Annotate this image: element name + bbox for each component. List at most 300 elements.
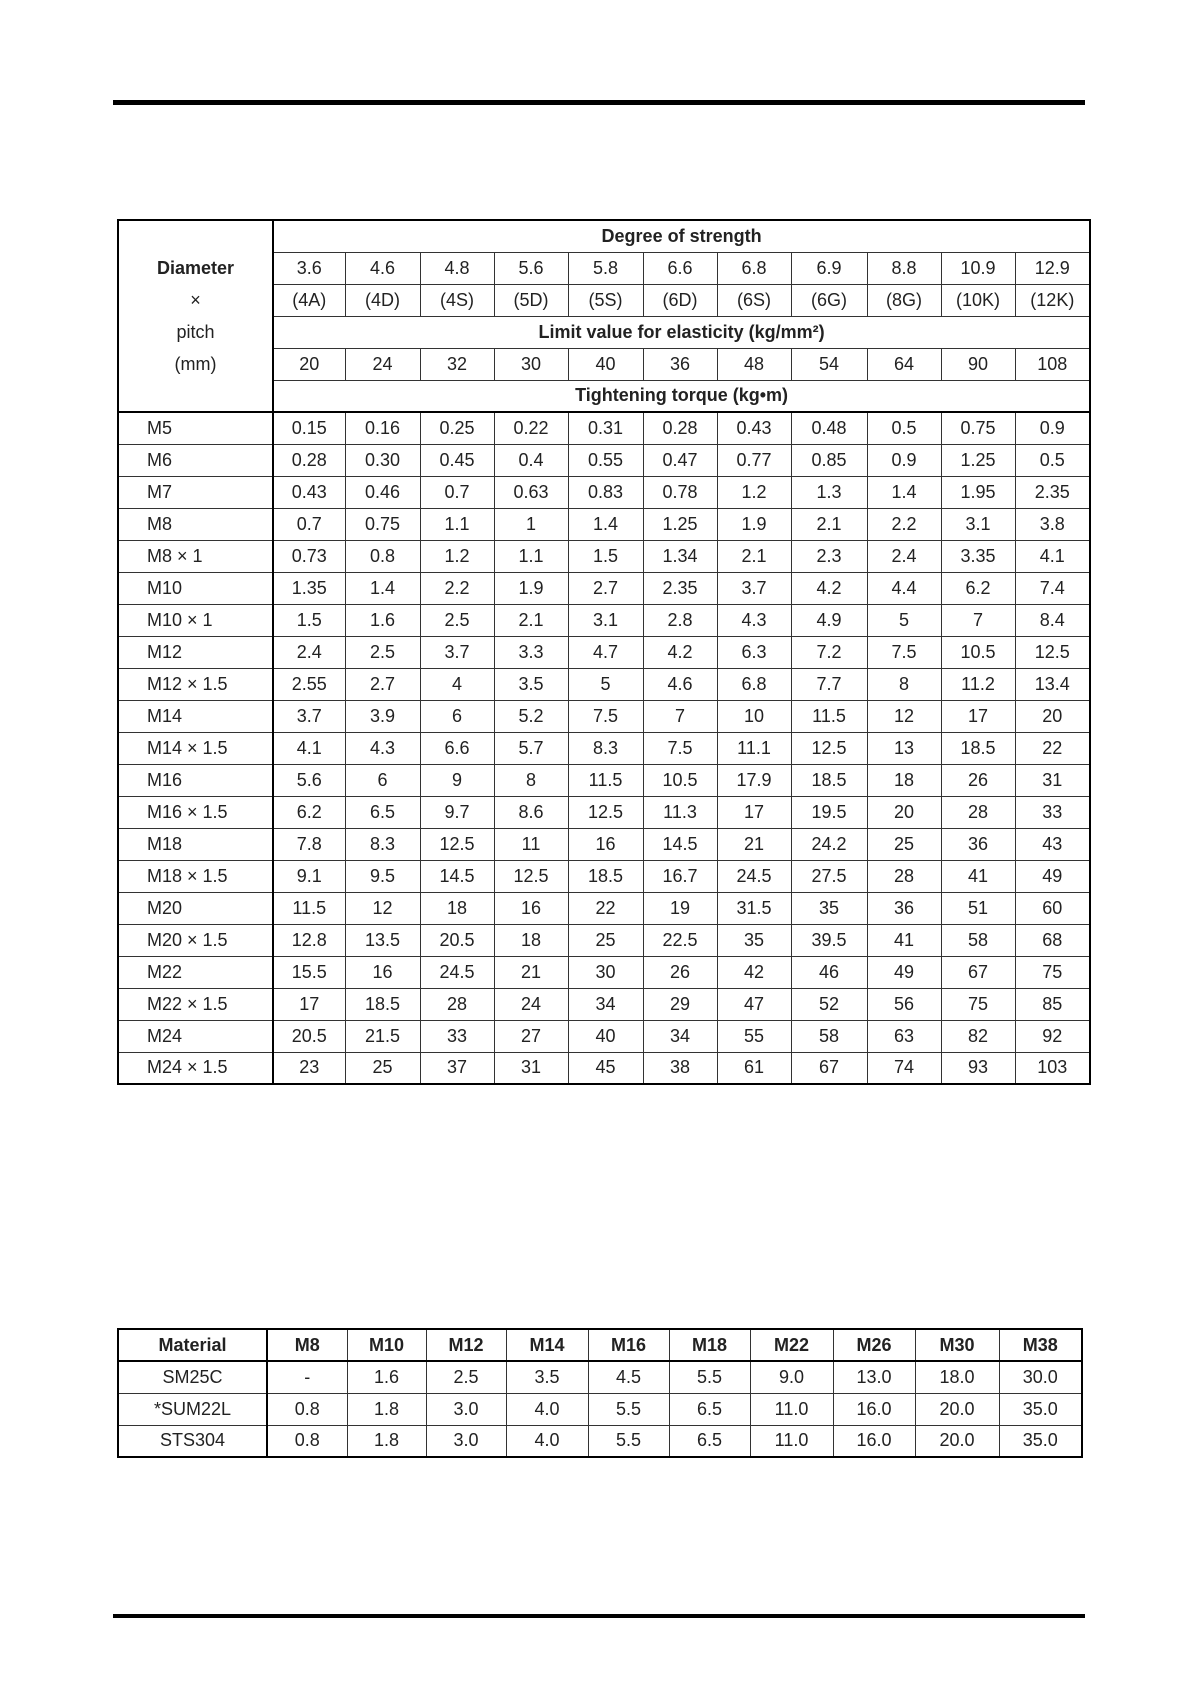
torque-cell: 1.34 <box>643 540 717 572</box>
torque-cell: 36 <box>941 828 1015 860</box>
table-row <box>118 572 1090 604</box>
torque-cell: 1.4 <box>568 508 643 540</box>
torque-cell: 15.5 <box>273 956 345 988</box>
diameter-cell: M5 <box>118 412 273 444</box>
torque-cell: 3.8 <box>1015 508 1090 540</box>
table-row <box>118 764 1090 796</box>
torque-cell: 31 <box>494 1052 568 1084</box>
torque-cell: 93 <box>941 1052 1015 1084</box>
torque-cell: 0.45 <box>420 444 494 476</box>
torque-cell: 11.0 <box>750 1425 833 1457</box>
torque-cell: 0.25 <box>420 412 494 444</box>
torque-cell: 0.4 <box>494 444 568 476</box>
torque-cell: 37 <box>420 1052 494 1084</box>
torque-cell: 1.8 <box>347 1393 426 1425</box>
torque-cell: 1.5 <box>273 604 345 636</box>
torque-cell: 0.8 <box>267 1393 347 1425</box>
table-row <box>118 732 1090 764</box>
limit-value-cell: 54 <box>791 348 867 380</box>
diameter-cell: M20 × 1.5 <box>118 924 273 956</box>
torque-cell: 0.9 <box>867 444 941 476</box>
torque-cell: 34 <box>568 988 643 1020</box>
torque-cell: 0.30 <box>345 444 420 476</box>
table-row <box>118 412 1090 444</box>
limit-value-cell: 90 <box>941 348 1015 380</box>
table-row <box>118 700 1090 732</box>
torque-cell: 3.7 <box>273 700 345 732</box>
torque-cell: 12.5 <box>1015 636 1090 668</box>
grade-cell: 4.8 <box>420 252 494 284</box>
torque-cell: 7.7 <box>791 668 867 700</box>
diameter-cell: M14 <box>118 700 273 732</box>
torque-cell: 3.5 <box>506 1361 588 1393</box>
torque-cell: 6.3 <box>717 636 791 668</box>
torque-cell: 3.1 <box>941 508 1015 540</box>
torque-cell: 12.8 <box>273 924 345 956</box>
torque-cell: 4.3 <box>345 732 420 764</box>
torque-cell: 1.5 <box>568 540 643 572</box>
torque-cell: 0.8 <box>267 1425 347 1457</box>
material-cell: SM25C <box>118 1361 267 1393</box>
limit-value-cell: 48 <box>717 348 791 380</box>
torque-cell: - <box>267 1361 347 1393</box>
torque-cell: 16 <box>494 892 568 924</box>
torque-cell: 31 <box>1015 764 1090 796</box>
diameter-cell: M24 <box>118 1020 273 1052</box>
grade-code-cell: (4D) <box>345 284 420 316</box>
torque-cell: 7 <box>643 700 717 732</box>
torque-cell: 2.4 <box>867 540 941 572</box>
torque-cell: 11.5 <box>273 892 345 924</box>
diameter-cell: M20 <box>118 892 273 924</box>
torque-cell: 3.9 <box>345 700 420 732</box>
torque-cell: 3.35 <box>941 540 1015 572</box>
torque-cell: 1.95 <box>941 476 1015 508</box>
material-header-row <box>118 1329 1082 1361</box>
torque-cell: 2.3 <box>791 540 867 572</box>
torque-cell: 0.47 <box>643 444 717 476</box>
table-row <box>118 1361 1082 1393</box>
torque-cell: 47 <box>717 988 791 1020</box>
torque-cell: 17.9 <box>717 764 791 796</box>
torque-cell: 1.6 <box>347 1361 426 1393</box>
torque-cell: 24.5 <box>420 956 494 988</box>
torque-cell: 16 <box>345 956 420 988</box>
torque-cell: 55 <box>717 1020 791 1052</box>
torque-cell: 30.0 <box>999 1361 1082 1393</box>
diameter-cell: M10 <box>118 572 273 604</box>
torque-cell: 25 <box>867 828 941 860</box>
grade-cell: 5.6 <box>494 252 568 284</box>
torque-cell: 4.1 <box>273 732 345 764</box>
torque-cell: 5 <box>867 604 941 636</box>
torque-cell: 11.5 <box>791 700 867 732</box>
torque-cell: 2.35 <box>643 572 717 604</box>
torque-cell: 0.77 <box>717 444 791 476</box>
torque-cell: 0.8 <box>345 540 420 572</box>
torque-cell: 1.9 <box>494 572 568 604</box>
torque-cell: 25 <box>568 924 643 956</box>
column-header: M10 <box>347 1329 426 1361</box>
torque-cell: 2.35 <box>1015 476 1090 508</box>
column-header: M18 <box>669 1329 750 1361</box>
torque-cell: 5.5 <box>588 1393 669 1425</box>
pitch-label: pitch <box>176 322 215 342</box>
diameter-cell: M8 × 1 <box>118 540 273 572</box>
torque-cell: 0.48 <box>791 412 867 444</box>
torque-cell: 0.75 <box>941 412 1015 444</box>
torque-cell: 1.35 <box>273 572 345 604</box>
torque-cell: 68 <box>1015 924 1090 956</box>
torque-cell: 24.2 <box>791 828 867 860</box>
torque-cell: 18.5 <box>941 732 1015 764</box>
torque-cell: 6.6 <box>420 732 494 764</box>
torque-cell: 8.6 <box>494 796 568 828</box>
torque-cell: 2.2 <box>420 572 494 604</box>
torque-cell: 0.5 <box>1015 444 1090 476</box>
torque-cell: 4.7 <box>568 636 643 668</box>
table-row <box>118 636 1090 668</box>
torque-cell: 12.5 <box>791 732 867 764</box>
grade-code-cell: (6D) <box>643 284 717 316</box>
grade-cell: 8.8 <box>867 252 941 284</box>
diameter-cell: M6 <box>118 444 273 476</box>
material-torque-table <box>117 1328 1083 1458</box>
torque-cell: 1.4 <box>345 572 420 604</box>
torque-cell: 13 <box>867 732 941 764</box>
torque-cell: 18 <box>867 764 941 796</box>
table-row <box>118 668 1090 700</box>
torque-cell: 18.5 <box>568 860 643 892</box>
torque-cell: 5.5 <box>669 1361 750 1393</box>
times-symbol: × <box>190 290 201 310</box>
torque-cell: 0.73 <box>273 540 345 572</box>
torque-cell: 5 <box>568 668 643 700</box>
torque-body <box>118 412 1090 1084</box>
table-row <box>118 1425 1082 1457</box>
torque-cell: 6.5 <box>669 1393 750 1425</box>
grade-code-cell: (6S) <box>717 284 791 316</box>
diameter-cell: M16 × 1.5 <box>118 796 273 828</box>
torque-cell: 24 <box>494 988 568 1020</box>
torque-cell: 19.5 <box>791 796 867 828</box>
torque-cell: 33 <box>420 1020 494 1052</box>
table-row <box>118 860 1090 892</box>
torque-cell: 49 <box>1015 860 1090 892</box>
grade-code-cell: (5S) <box>568 284 643 316</box>
torque-cell: 49 <box>867 956 941 988</box>
torque-cell: 9.5 <box>345 860 420 892</box>
torque-cell: 0.28 <box>643 412 717 444</box>
torque-cell: 1.25 <box>941 444 1015 476</box>
grade-cell: 3.6 <box>273 252 345 284</box>
torque-cell: 17 <box>941 700 1015 732</box>
torque-cell: 8.3 <box>345 828 420 860</box>
torque-cell: 46 <box>791 956 867 988</box>
torque-cell: 20.5 <box>273 1020 345 1052</box>
torque-cell: 4.3 <box>717 604 791 636</box>
torque-cell: 30 <box>568 956 643 988</box>
torque-cell: 6.5 <box>345 796 420 828</box>
torque-cell: 13.0 <box>833 1361 915 1393</box>
diameter-cell: M22 <box>118 956 273 988</box>
torque-cell: 21.5 <box>345 1020 420 1052</box>
torque-cell: 1.2 <box>717 476 791 508</box>
torque-cell: 3.5 <box>494 668 568 700</box>
torque-cell: 8 <box>867 668 941 700</box>
limit-value-cell: 20 <box>273 348 345 380</box>
grade-code-cell: (10K) <box>941 284 1015 316</box>
torque-cell: 12.5 <box>494 860 568 892</box>
limit-value-cell: 24 <box>345 348 420 380</box>
grade-code-cell: (4S) <box>420 284 494 316</box>
torque-cell: 4.4 <box>867 572 941 604</box>
table-row <box>118 1020 1090 1052</box>
torque-cell: 3.7 <box>420 636 494 668</box>
diameter-cell: M14 × 1.5 <box>118 732 273 764</box>
torque-cell: 0.7 <box>420 476 494 508</box>
torque-cell: 16.0 <box>833 1393 915 1425</box>
table-row <box>118 444 1090 476</box>
grade-cell: 6.8 <box>717 252 791 284</box>
torque-cell: 20 <box>867 796 941 828</box>
diameter-cell: M24 × 1.5 <box>118 1052 273 1084</box>
tightening-torque-header: Tightening torque (kg•m) <box>273 380 1090 412</box>
torque-cell: 8.4 <box>1015 604 1090 636</box>
torque-cell: 4.1 <box>1015 540 1090 572</box>
column-header: M38 <box>999 1329 1082 1361</box>
torque-cell: 4.9 <box>791 604 867 636</box>
torque-cell: 5.7 <box>494 732 568 764</box>
torque-cell: 11.0 <box>750 1393 833 1425</box>
limit-value-cell: 40 <box>568 348 643 380</box>
torque-cell: 0.15 <box>273 412 345 444</box>
torque-cell: 18.5 <box>791 764 867 796</box>
torque-cell: 56 <box>867 988 941 1020</box>
torque-cell: 4.0 <box>506 1425 588 1457</box>
torque-cell: 11.2 <box>941 668 1015 700</box>
torque-cell: 29 <box>643 988 717 1020</box>
torque-cell: 25 <box>345 1052 420 1084</box>
torque-cell: 2.7 <box>568 572 643 604</box>
diameter-cell: M10 × 1 <box>118 604 273 636</box>
torque-cell: 6.8 <box>717 668 791 700</box>
diameter-cell: M8 <box>118 508 273 540</box>
torque-cell: 7.5 <box>643 732 717 764</box>
table-row <box>118 796 1090 828</box>
column-header: M12 <box>426 1329 506 1361</box>
torque-cell: 36 <box>867 892 941 924</box>
torque-cell: 18 <box>494 924 568 956</box>
torque-cell: 0.83 <box>568 476 643 508</box>
torque-cell: 0.63 <box>494 476 568 508</box>
table-row <box>118 540 1090 572</box>
torque-cell: 7.2 <box>791 636 867 668</box>
torque-cell: 22 <box>1015 732 1090 764</box>
torque-cell: 12.5 <box>568 796 643 828</box>
torque-cell: 2.1 <box>494 604 568 636</box>
torque-cell: 92 <box>1015 1020 1090 1052</box>
torque-cell: 12 <box>867 700 941 732</box>
torque-cell: 1.1 <box>420 508 494 540</box>
torque-cell: 13.4 <box>1015 668 1090 700</box>
grade-code-cell: (12K) <box>1015 284 1090 316</box>
torque-cell: 82 <box>941 1020 1015 1052</box>
limit-value-cell: 30 <box>494 348 568 380</box>
torque-cell: 28 <box>420 988 494 1020</box>
torque-cell: 2.1 <box>717 540 791 572</box>
torque-cell: 9.0 <box>750 1361 833 1393</box>
torque-cell: 60 <box>1015 892 1090 924</box>
torque-cell: 85 <box>1015 988 1090 1020</box>
torque-cell: 1.25 <box>643 508 717 540</box>
torque-cell: 35.0 <box>999 1425 1082 1457</box>
torque-cell: 16.0 <box>833 1425 915 1457</box>
grade-code-cell: (8G) <box>867 284 941 316</box>
top-rule <box>113 100 1085 105</box>
material-cell: STS304 <box>118 1425 267 1457</box>
torque-cell: 0.31 <box>568 412 643 444</box>
torque-cell: 0.9 <box>1015 412 1090 444</box>
torque-cell: 4 <box>420 668 494 700</box>
torque-cell: 41 <box>941 860 1015 892</box>
column-header: Material <box>118 1329 267 1361</box>
column-header: M26 <box>833 1329 915 1361</box>
material-cell: *SUM22L <box>118 1393 267 1425</box>
torque-cell: 7.8 <box>273 828 345 860</box>
torque-cell: 0.43 <box>273 476 345 508</box>
torque-cell: 0.16 <box>345 412 420 444</box>
torque-cell: 11.5 <box>568 764 643 796</box>
torque-cell: 0.55 <box>568 444 643 476</box>
torque-cell: 14.5 <box>420 860 494 892</box>
torque-cell: 2.4 <box>273 636 345 668</box>
torque-cell: 11.3 <box>643 796 717 828</box>
table-row <box>118 508 1090 540</box>
grade-cell: 6.9 <box>791 252 867 284</box>
torque-cell: 28 <box>941 796 1015 828</box>
torque-cell: 27.5 <box>791 860 867 892</box>
torque-cell: 1.3 <box>791 476 867 508</box>
torque-cell: 21 <box>494 956 568 988</box>
diameter-pitch-header <box>118 220 273 412</box>
torque-cell: 20.5 <box>420 924 494 956</box>
torque-cell: 6.2 <box>941 572 1015 604</box>
torque-cell: 2.8 <box>643 604 717 636</box>
grade-code-cell: (5D) <box>494 284 568 316</box>
torque-cell: 22.5 <box>643 924 717 956</box>
torque-cell: 18 <box>420 892 494 924</box>
torque-cell: 1 <box>494 508 568 540</box>
unit-label: (mm) <box>174 354 217 374</box>
torque-cell: 10.5 <box>643 764 717 796</box>
grade-cell: 10.9 <box>941 252 1015 284</box>
bottom-rule <box>113 1614 1085 1618</box>
torque-cell: 10.5 <box>941 636 1015 668</box>
torque-cell: 41 <box>867 924 941 956</box>
torque-cell: 1.8 <box>347 1425 426 1457</box>
torque-cell: 4.0 <box>506 1393 588 1425</box>
grade-cell: 6.6 <box>643 252 717 284</box>
torque-cell: 4.2 <box>791 572 867 604</box>
torque-cell: 26 <box>941 764 1015 796</box>
diameter-cell: M22 × 1.5 <box>118 988 273 1020</box>
grade-cell: 12.9 <box>1015 252 1090 284</box>
torque-cell: 7.4 <box>1015 572 1090 604</box>
torque-cell: 39.5 <box>791 924 867 956</box>
diameter-cell: M18 <box>118 828 273 860</box>
torque-cell: 13.5 <box>345 924 420 956</box>
torque-cell: 4.5 <box>588 1361 669 1393</box>
torque-cell: 26 <box>643 956 717 988</box>
table-row <box>118 956 1090 988</box>
torque-cell: 3.0 <box>426 1393 506 1425</box>
grade-cell: 5.8 <box>568 252 643 284</box>
diameter-cell: M12 <box>118 636 273 668</box>
torque-cell: 40 <box>568 1020 643 1052</box>
degree-of-strength-header: Degree of strength <box>273 220 1090 252</box>
torque-cell: 9.1 <box>273 860 345 892</box>
torque-cell: 16 <box>568 828 643 860</box>
torque-cell: 18.0 <box>915 1361 999 1393</box>
torque-cell: 0.5 <box>867 412 941 444</box>
torque-cell: 35.0 <box>999 1393 1082 1425</box>
table-row <box>118 476 1090 508</box>
torque-cell: 5.5 <box>588 1425 669 1457</box>
torque-cell: 6.2 <box>273 796 345 828</box>
torque-cell: 2.5 <box>345 636 420 668</box>
torque-cell: 35 <box>717 924 791 956</box>
torque-cell: 0.78 <box>643 476 717 508</box>
torque-cell: 61 <box>717 1052 791 1084</box>
torque-cell: 19 <box>643 892 717 924</box>
torque-cell: 5.6 <box>273 764 345 796</box>
torque-cell: 3.1 <box>568 604 643 636</box>
torque-cell: 0.28 <box>273 444 345 476</box>
grade-code-cell: (4A) <box>273 284 345 316</box>
torque-cell: 1.2 <box>420 540 494 572</box>
torque-cell: 58 <box>941 924 1015 956</box>
torque-cell: 18.5 <box>345 988 420 1020</box>
torque-cell: 6.5 <box>669 1425 750 1457</box>
torque-cell: 4.2 <box>643 636 717 668</box>
table-row <box>118 924 1090 956</box>
table-row <box>118 892 1090 924</box>
torque-cell: 58 <box>791 1020 867 1052</box>
torque-cell: 8 <box>494 764 568 796</box>
torque-cell: 22 <box>568 892 643 924</box>
torque-cell: 33 <box>1015 796 1090 828</box>
torque-cell: 0.46 <box>345 476 420 508</box>
grade-cell: 4.6 <box>345 252 420 284</box>
diameter-cell: M7 <box>118 476 273 508</box>
limit-value-cell: 108 <box>1015 348 1090 380</box>
torque-cell: 2.5 <box>426 1361 506 1393</box>
torque-cell: 17 <box>717 796 791 828</box>
torque-cell: 3.3 <box>494 636 568 668</box>
torque-cell: 23 <box>273 1052 345 1084</box>
torque-cell: 6 <box>420 700 494 732</box>
torque-cell: 8.3 <box>568 732 643 764</box>
column-header: M14 <box>506 1329 588 1361</box>
torque-cell: 2.2 <box>867 508 941 540</box>
torque-cell: 3.7 <box>717 572 791 604</box>
torque-cell: 7 <box>941 604 1015 636</box>
column-header: M22 <box>750 1329 833 1361</box>
torque-cell: 2.55 <box>273 668 345 700</box>
table-row <box>118 828 1090 860</box>
torque-cell: 4.6 <box>643 668 717 700</box>
